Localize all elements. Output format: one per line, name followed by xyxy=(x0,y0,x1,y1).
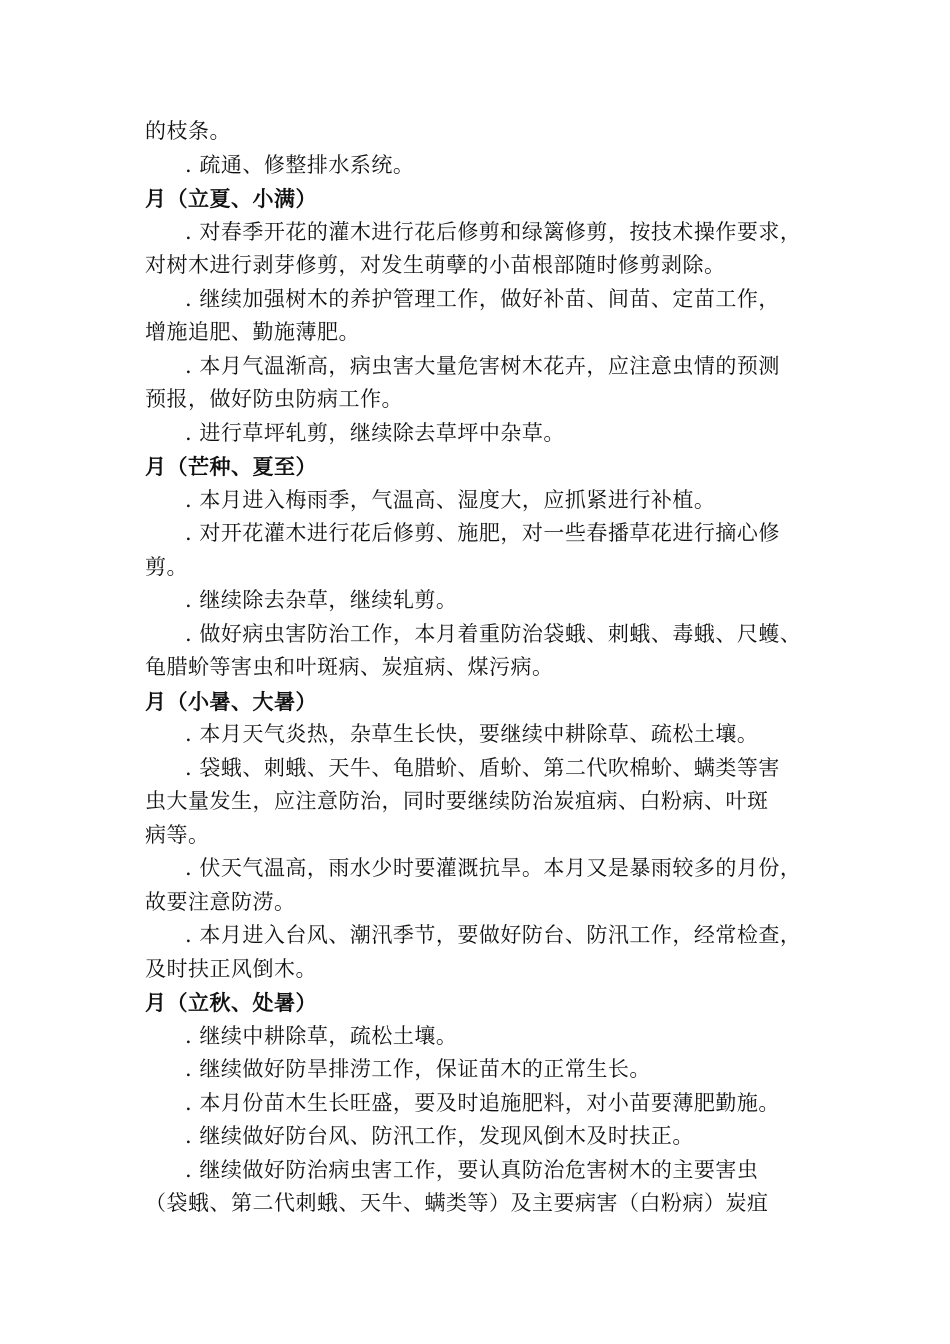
list-item: . 伏天气温高，雨水少时要灌溉抗旱。本月又是暴雨较多的月份， xyxy=(185,856,802,880)
text-line: 的枝条。 xyxy=(145,119,231,143)
list-item: . 本月气温渐高，病虫害大量危害树木花卉，应注意虫情的预测 xyxy=(185,353,780,378)
text-line: 剪。 xyxy=(145,554,188,579)
section-heading: 月（芒种、夏至） xyxy=(145,454,317,479)
list-item: . 继续中耕除草，疏松土壤。 xyxy=(185,1023,458,1048)
list-item: . 继续做好防台风、防汛工作，发现风倒木及时扶正。 xyxy=(185,1124,694,1148)
list-item: . 对开花灌木进行花后修剪、施肥，对一些春播草花进行摘心修 xyxy=(185,521,780,545)
list-item: . 本月进入梅雨季，气温高、湿度大，应抓紧进行补植。 xyxy=(185,487,716,512)
text-line: 对树木进行剥芽修剪，对发生萌孽的小苗根部随时修剪剥除。 xyxy=(145,253,726,277)
list-item: . 继续加强树木的养护管理工作，做好补苗、间苗、定苗工作， xyxy=(185,286,780,311)
text-line: 虫大量发生，应注意防治，同时要继续防治炭疽病、白粉病、叶斑 xyxy=(145,789,769,813)
list-item: . 疏通、修整排水系统。 xyxy=(185,152,415,177)
list-item: . 做好病虫害防治工作，本月着重防治袋蛾、刺蛾、毒蛾、尺蠖、 xyxy=(185,621,802,646)
text-line: 增施追肥、勤施薄肥。 xyxy=(145,320,360,344)
section-heading: 月（小暑、大暑） xyxy=(145,688,317,714)
list-item: . 继续做好防治病虫害工作，要认真防治危害树木的主要害虫 xyxy=(185,1157,759,1182)
list-item: . 本月天气炎热，杂草生长快，要继续中耕除草、疏松土壤。 xyxy=(185,722,759,746)
section-heading: 月（立秋、处暑） xyxy=(145,990,317,1015)
list-item: . 本月进入台风、潮汛季节，要做好防台、防汛工作，经常检查， xyxy=(185,923,802,947)
list-item: . 继续除去杂草，继续轧剪。 xyxy=(185,588,458,612)
document-page xyxy=(145,115,825,1221)
text-line: 及时扶正风倒木。 xyxy=(145,956,317,981)
text-line: （袋蛾、第二代刺蛾、天牛、螨类等）及主要病害（白粉病）炭疽 xyxy=(145,1191,769,1215)
list-item: . 对春季开花的灌木进行花后修剪和绿篱修剪，按技术操作要求， xyxy=(185,219,802,244)
list-item: . 进行草坪轧剪，继续除去草坪中杂草。 xyxy=(185,420,565,445)
list-item: . 本月份苗木生长旺盛，要及时追施肥料，对小苗要薄肥勤施。 xyxy=(185,1090,780,1115)
text-line: 病等。 xyxy=(145,822,210,847)
text-line: 龟腊蚧等害虫和叶斑病、炭疽病、煤污病。 xyxy=(145,655,554,679)
text-line: 故要注意防涝。 xyxy=(145,889,296,914)
list-item: . 袋蛾、刺蛾、天牛、龟腊蚧、盾蚧、第二代吹棉蚧、螨类等害 xyxy=(185,755,780,780)
list-item: . 继续做好防旱排涝工作，保证苗木的正常生长。 xyxy=(185,1057,651,1081)
section-heading: 月（立夏、小满） xyxy=(145,186,317,211)
text-line: 预报，做好防虫防病工作。 xyxy=(145,387,403,411)
